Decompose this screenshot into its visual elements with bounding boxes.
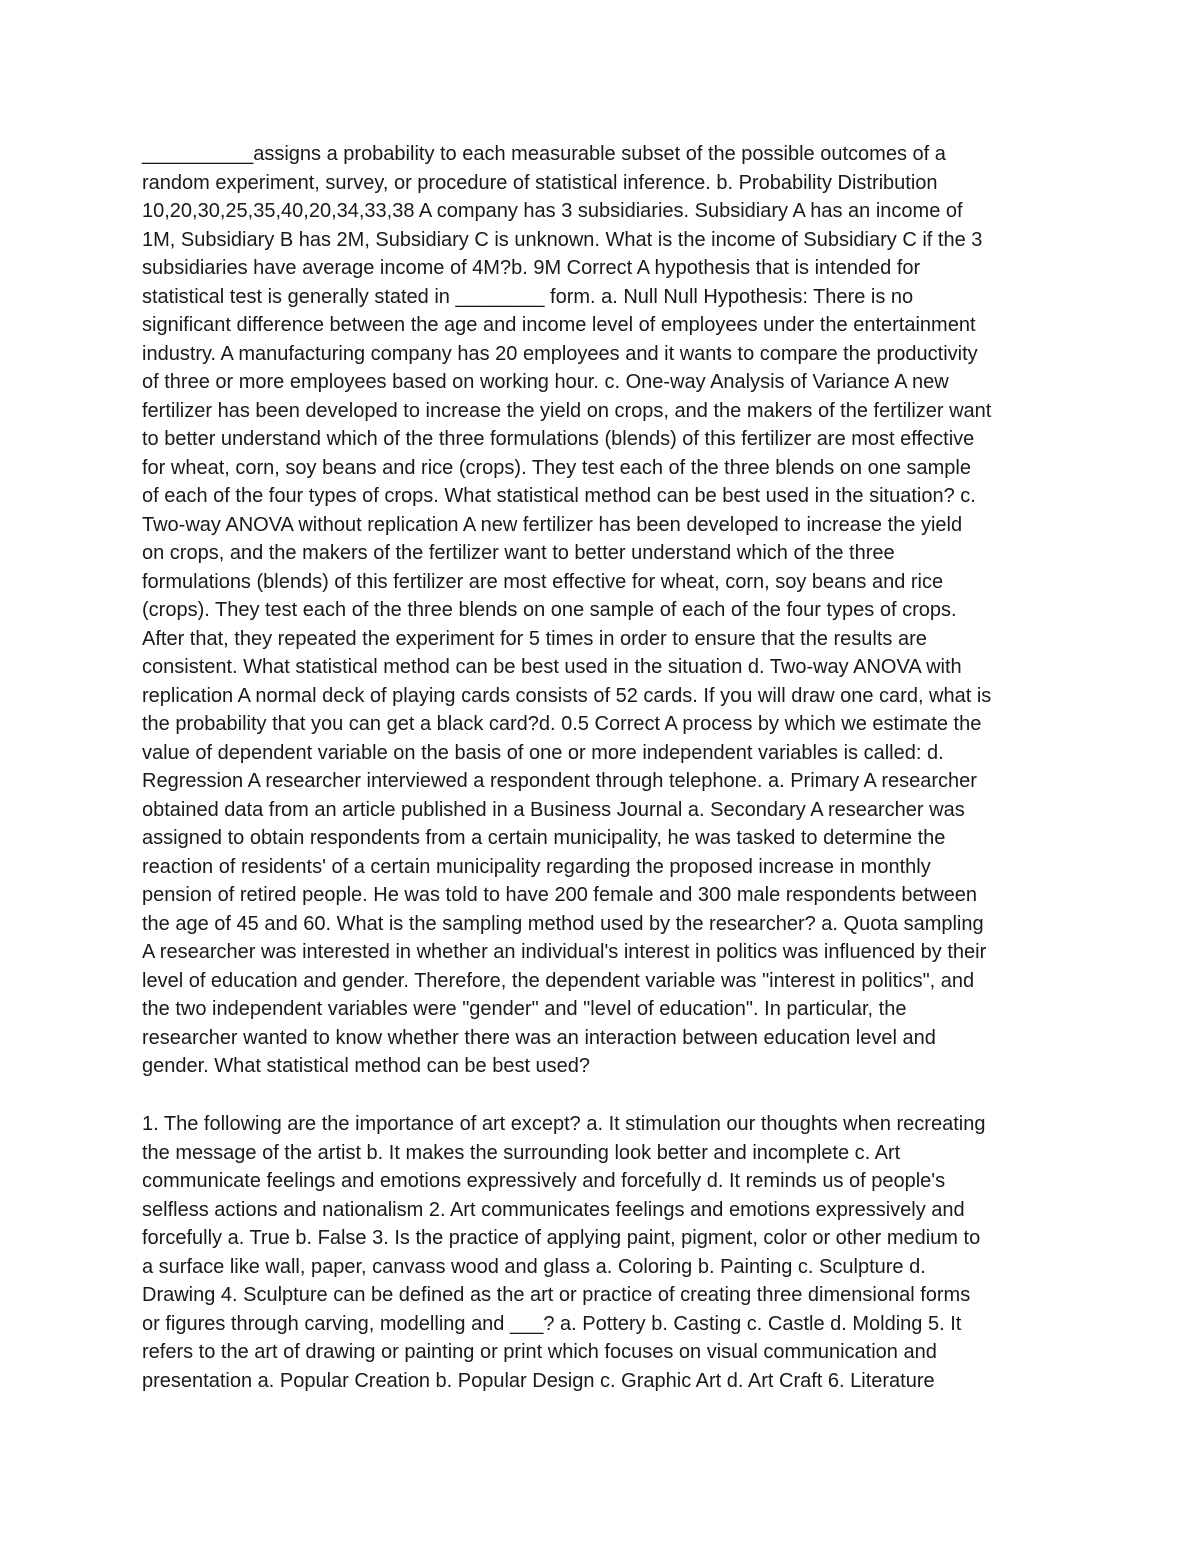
text-line: the message of the artist b. It makes the surrounding look better and incomplete c. Art [142, 1141, 901, 1164]
text-line: assigned to obtain respondents from a certain municipality, he was tasked to determine the [142, 827, 946, 849]
text-line: the age of 45 and 60. What is the sampling method used by the researcher? a. Quota sampling [142, 912, 984, 935]
text-line: selfless actions and nationalism 2. Art communicates feelings and emotions expressively and [142, 1198, 965, 1221]
text-line: gender. What statistical method can be best used? [142, 1055, 591, 1077]
text-line: a surface like wall, paper, canvass wood and glass a. Coloring b. Painting c. Sculpture d. [142, 1255, 926, 1278]
text-line: formulations (blends) of this fertilizer are most effective for wheat, corn, soy beans and rice [142, 570, 944, 593]
text-line: A researcher was interested in whether an individual's interest in politics was influenced by their [142, 941, 987, 963]
text-line: industry. A manufacturing company has 20 employees and it wants to compare the productivity [142, 342, 978, 365]
text-line: presentation a. Popular Creation b. Popular Design c. Graphic Art d. Art Craft 6. Literature [142, 1369, 935, 1392]
text-line: of three or more employees based on working hour. c. One-way Analysis of Variance A new [142, 371, 949, 393]
text-line: random experiment, survey, or procedure of statistical inference. b. Probability Distribution [142, 171, 938, 194]
text-line: Drawing 4. Sculpture can be defined as the art or practice of creating three dimensional forms [142, 1284, 971, 1306]
text-line: on crops, and the makers of the fertilizer want to better understand which of the three [142, 542, 895, 564]
text-line: level of education and gender. Therefore, the dependent variable was "interest in politics", and [142, 969, 975, 992]
text-line: After that, they repeated the experiment for 5 times in order to ensure that the results are [142, 627, 927, 650]
text-line: (crops). They test each of the three blends on one sample of each of the four types of crops. [142, 599, 957, 621]
paragraph-art-questions [142, 1110, 1072, 1395]
text-line: pension of retired people. He was told to have 200 female and 300 male respondents between [142, 884, 977, 906]
text-line: consistent. What statistical method can be best used in the situation d. Two-way ANOVA with [142, 656, 962, 678]
text-line: researcher wanted to know whether there was an interaction between education level and [142, 1026, 936, 1049]
text-line: subsidiaries have average income of 4M?b. 9M Correct A hypothesis that is intended for [142, 257, 921, 279]
text-line: Regression A researcher interviewed a respondent through telephone. a. Primary A researcher [142, 770, 977, 792]
text-line: to better understand which of the three formulations (blends) of this fertilizer are most effective [142, 428, 975, 450]
text-line: of each of the four types of crops. What statistical method can be best used in the situation? c. [142, 485, 976, 507]
text-line: communicate feelings and emotions expressively and forcefully d. It reminds us of people's [142, 1170, 946, 1192]
text-line: statistical test is generally stated in ________ form. a. Null Null Hypothesis: There is no [142, 285, 914, 308]
text-line: obtained data from an article published in a Business Journal a. Secondary A researcher was [142, 798, 965, 821]
text-line: 10,20,30,25,35,40,20,34,33,38 A company has 3 subsidiaries. Subsidiary A has an income of [142, 200, 963, 222]
text-line: value of dependent variable on the basis of one or more independent variables is called: d. [142, 741, 944, 764]
text-line: significant difference between the age and income level of employees under the entertainment [142, 314, 976, 336]
text-line: replication A normal deck of playing cards consists of 52 cards. If you will draw one card, what is [142, 684, 992, 707]
paragraph-statistics-questions [142, 140, 1072, 1081]
text-line: the probability that you can get a black card?d. 0.5 Correct A process by which we estimate the [142, 713, 982, 735]
text-line: refers to the art of drawing or painting or print which focuses on visual communication and [142, 1341, 937, 1363]
text-line: __________assigns a probability to each measurable subset of the possible outcomes of a [142, 143, 946, 165]
text-line: 1. The following are the importance of art except? a. It stimulation our thoughts when recreating [142, 1113, 986, 1135]
text-line: fertilizer has been developed to increase the yield on crops, and the makers of the fertilizer want [142, 399, 992, 422]
text-line: or figures through carving, modelling and ___? a. Pottery b. Casting c. Castle d. Molding 5. It [142, 1312, 962, 1335]
text-line: 1M, Subsidiary B has 2M, Subsidiary C is unknown. What is the income of Subsidiary C if the 3 [142, 228, 983, 251]
text-line: forcefully a. True b. False 3. Is the practice of applying paint, pigment, color or other medium to [142, 1227, 981, 1249]
text-line: reaction of residents' of a certain municipality regarding the proposed increase in monthly [142, 855, 931, 878]
text-line: for wheat, corn, soy beans and rice (crops). They test each of the three blends on one sample [142, 456, 971, 479]
text-line: the two independent variables were "gender" and "level of education". In particular, the [142, 998, 907, 1020]
text-line: Two-way ANOVA without replication A new fertilizer has been developed to increase the yield [142, 513, 963, 536]
